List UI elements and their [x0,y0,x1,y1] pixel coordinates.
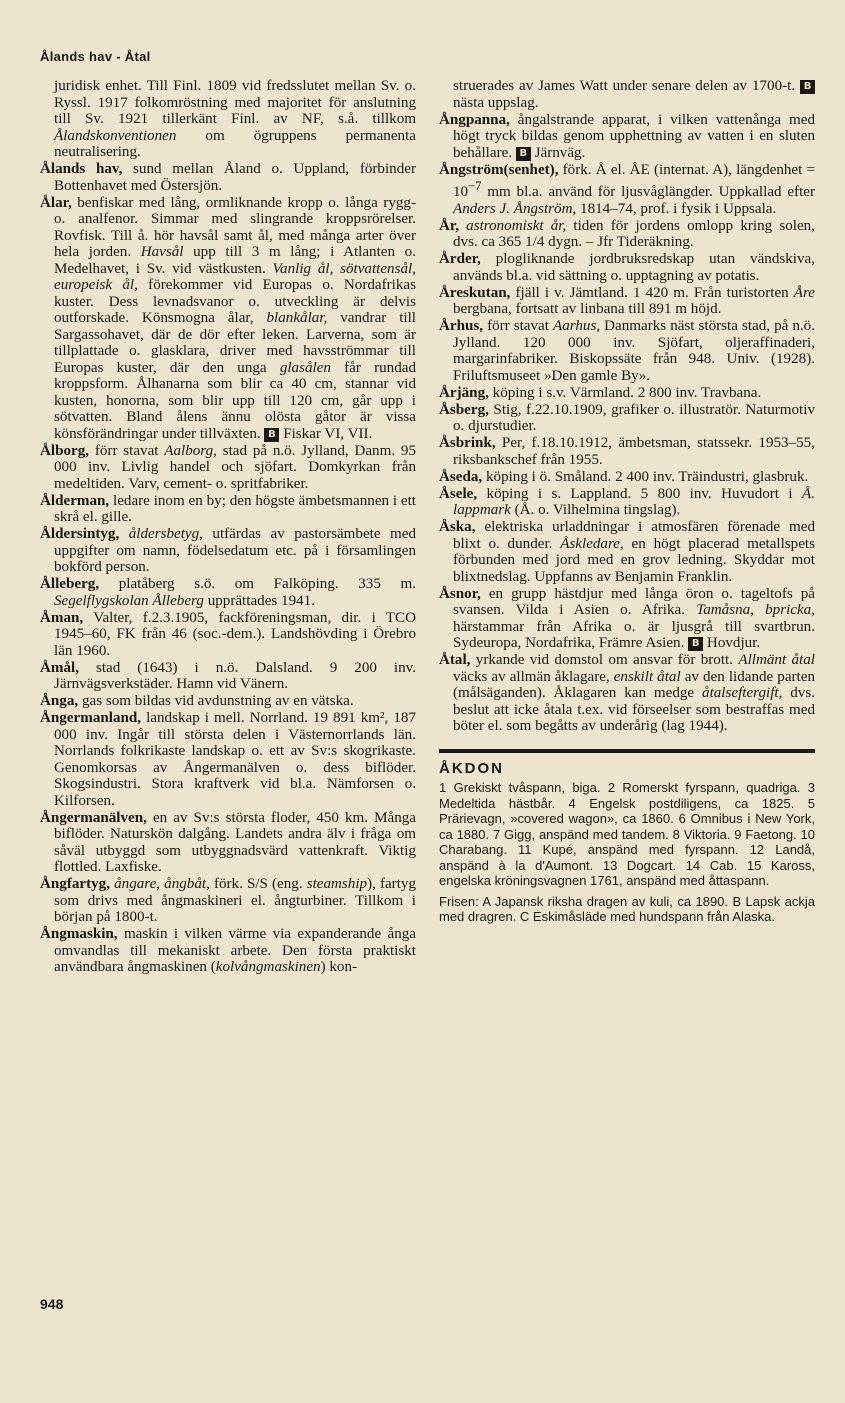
running-header: Ålands hav - Åtal [40,49,151,64]
right-column-entry: Åsnor, en grupp hästdjur med långa öron o. tageltofs på svansen. Vilda i Asien o. Afrika. Tamåsna, bpricka, härstammar från Afrika o. är ljusgrå till svartbrun. Sydeuropa, Nordafrika, Främre Asien. B Hovdjur. [439,585,815,652]
left-column-entry: Ångmaskin, maskin i vilken värme via expanderande ånga omvandlas till mekaniskt arbete. Den första praktiskt användbara ångmaskinen (kolvångmaskinen) kon- [40,926,416,975]
akdon-box-title: ÅKDON [439,749,815,778]
right-column-entry: Åsele, köping i s. Lappland. 5 800 inv. Huvudort i Å. lappmark (Å. o. Vilhelmina tingslag). [439,485,815,519]
left-column-entry: Ålleberg, platåberg s.ö. om Falköping. 335 m. Segelflygskolan Ålleberg upprättades 1941. [40,576,416,609]
page-number: 948 [40,1296,64,1312]
akdon-box-caption: Frisen: A Japansk riksha dragen av kuli, ca 1890. B Lapsk ackja med dragren. C Eskimåsläde med hundspann från Alaska. [439,893,815,925]
left-column-entry: Ångermanland, landskap i mell. Norrland. 19 891 km², 187 000 inv. Ingår till största delen i Västernorrlands län. Norrlands folkrikaste landskap o. ett av Sv:s skogrikaste. Genomkorsas av Ångermanälven o. dess biflöder. Skogsindustri. Stora kraftverk vid bl.a. Nämforsen o. Kilforsen. [40,710,416,809]
right-column-entry: Åsbrink, Per, f.18.10.1912, ämbetsman, statssekr. 1953–55, riksbankschef från 1955. [439,435,815,468]
left-column-entry: Ålar, benfiskar med lång, ormliknande kropp o. långa rygg- o. analfenor. Simmar med slingrande kroppsrörelser. Rovfisk. Till å. hör havsål samt ål, med många arter över hela jorden. Havsål upp till 3 m lång; i Atlanten o. Medelhavet, i Sv. vid västkusten. Vanlig ål, sötvattensål, europeisk ål, förekommer vid Europas o. Nordafrikas kuster. Dess levnadsvanor o. utveckling är delvis outforskade. Könsmogna ålar, blankålar, vandrar till Sargassohavet, där de dör efter leken. Larverna, som är tillplattade o. glasklara, driver med havsströmmar till Europas kuster, där den unga glasålen får rundad kroppsform. Ålhanarna som blir ca 40 cm, stannar vid kusten, honorna, som blir upp till 120 cm, går upp i sötvatten. Bland ålens ännu olösta gåtor är vissa könsförändringar under tillväxten. B Fiskar VI, VII. [40,194,416,442]
left-column-entry: juridisk enhet. Till Finl. 1809 vid fredsslutet mellan Sv. o. Ryssl. 1917 folkomröstning med majoritet för anslutning till Sv. 1921 tillerkänt Finl. av NF, s.å. tillkom Ålandskonventionen om ögruppens permanenta neutralisering. [54,78,416,160]
akdon-box-text: 1 Grekiskt tvåspann, biga. 2 Romerskt fyrspann, quadriga. 3 Medeltida hästbår. 4 Engelsk postdiligens, ca 1825. 5 Prärievagn, »covered wagon», ca 1860. 6 Omnibus i New York, ca 1880. 7 Gigg, anspänd med tandem. 8 Viktoria. 9 Faetong. 10 Charabang. 11 Kupé, anspänd med fyrspann. 12 Landå, anspänd à la d'Aumont. 13 Dogcart. 14 Cab. 15 Kaross, engelska kröningsvagnen 1761, anspänd med åttaspann. [439,780,815,889]
akdon-box [439,749,815,925]
right-column-entry: Årder, plogliknande jordbruksredskap utan vändskiva, används bl.a. vid sättning o. upptagning av potatis. [439,251,815,284]
left-column-entry: Ånga, gas som bildas vid avdunstning av en vätska. [40,693,354,709]
left-column-entry: Åmål, stad (1643) i n.ö. Dalsland. 9 200 inv. Järnvägsverkstäder. Hamn vid Vänern. [40,659,416,692]
right-column-entry: Åseda, köping i ö. Småland. 2 400 inv. Träindustri, glasbruk. [439,468,809,485]
right-column-entry: Åreskutan, fjäll i v. Jämtland. 1 420 m. Från turistorten Åre bergbana, fortsatt av linbana till 891 m höjd. [439,284,815,318]
right-column-entry: År, astronomiskt år, tiden för jordens omlopp kring solen, dvs. ca 365 1/4 dygn. – Jfr Tideräkning. [439,217,815,251]
right-column-entry: Ångpanna, ångalstrande apparat, i vilken vattenånga med högt tryck bildas genom upphettning av vatten i en sluten behållare. B Järnväg. [439,111,815,161]
left-column-entry: Ångfartyg, ångare, ångbåt, förk. S/S (eng. steamship), fartyg som drivs med ångmaskineri el. ångturbiner. Tillkom i början på 1800-t. [40,876,416,925]
right-column-entry: struerades av James Watt under senare delen av 1700-t. B nästa uppslag. [439,78,815,111]
right-column-entry: Åsberg, Stig, f.22.10.1909, grafiker o. illustratör. Naturmotiv o. djurstudier. [439,401,815,435]
right-column-entry: Årjäng, köping i s.v. Värmland. 2 800 inv. Travbana. [439,384,762,401]
left-column-entry: Åldersintyg, åldersbetyg, utfärdas av pastorsämbete med uppgifter om namn, födelsedatum etc. på i församlingen bokförd person. [40,526,417,575]
left-column-entry: Ålborg, förr stavat Aalborg, stad på n.ö. Jylland, Danm. 95 000 inv. Livlig handel och sjöfart. Domkyrkan från medeltiden. Varv, cement- o. spritfabriker. [40,442,416,492]
left-column-entry: Ålderman, ledare inom en by; den högste ämbetsmannen i ett skrå el. gille. [40,492,416,525]
right-column-entry: Århus, förr stavat Aarhus, Danmarks näst största stad, på n.ö. Jylland. 120 000 inv. Sjöfart, oljeraffinaderi, margarinfabriker. Biskopssäte från 948. Univ. (1928). Friluftsmuseet »Den gamle By». [439,318,816,384]
right-column-entry: Ångström(senhet), förk. Å el. ÅE (internat. A), längdenhet = $10^{-7}$ mm bl.a. använd för ljusvåglängder. Uppkallad efter Anders J. Ångström, 1814–74, prof. i fysik i Uppsala. [439,161,815,217]
right-column [439,78,815,930]
left-column-entry: Åman, Valter, f.2.3.1905, fackföreningsman, dir. i TCO 1945–60, FK från 46 (soc.-dem.). Landshövding i Örebro län 1960. [40,609,416,659]
left-column-entry: Ångermanälven, en av Sv:s största floder, 450 km. Många biflöder. Naturskön dalgång. Landets andra älv i fråga om såväl utbyggd som utbyggnadsvärd vattenkraft. Viktig flottled. Laxfiske. [40,809,416,875]
right-column-entry: Åtal, yrkande vid domstol om ansvar för brott. Allmänt åtal väcks av allmän åklagare, enskilt åtal av den lidande parten (målsäganden). Åklagaren kan medge åtalseftergift, dvs. beslut att icke åtala t.ex. vid förseelser som bestraffas med böter el. som begåtts av underårig (lag 1944). [439,652,815,735]
left-column [40,78,416,976]
left-column-entry: Ålands hav, sund mellan Åland o. Uppland, förbinder Bottenhavet med Östersjön. [40,161,416,194]
right-column-entries [439,78,815,735]
right-column-entry: Åska, elektriska urladdningar i atmosfären förenade med blixt o. dunder. Åskledare, en högt placerad metallspets förbunden med jord med en grov ledning. Skyddar mot blixtnedslag. Uppfanns av Benjamin Franklin. [439,519,816,585]
